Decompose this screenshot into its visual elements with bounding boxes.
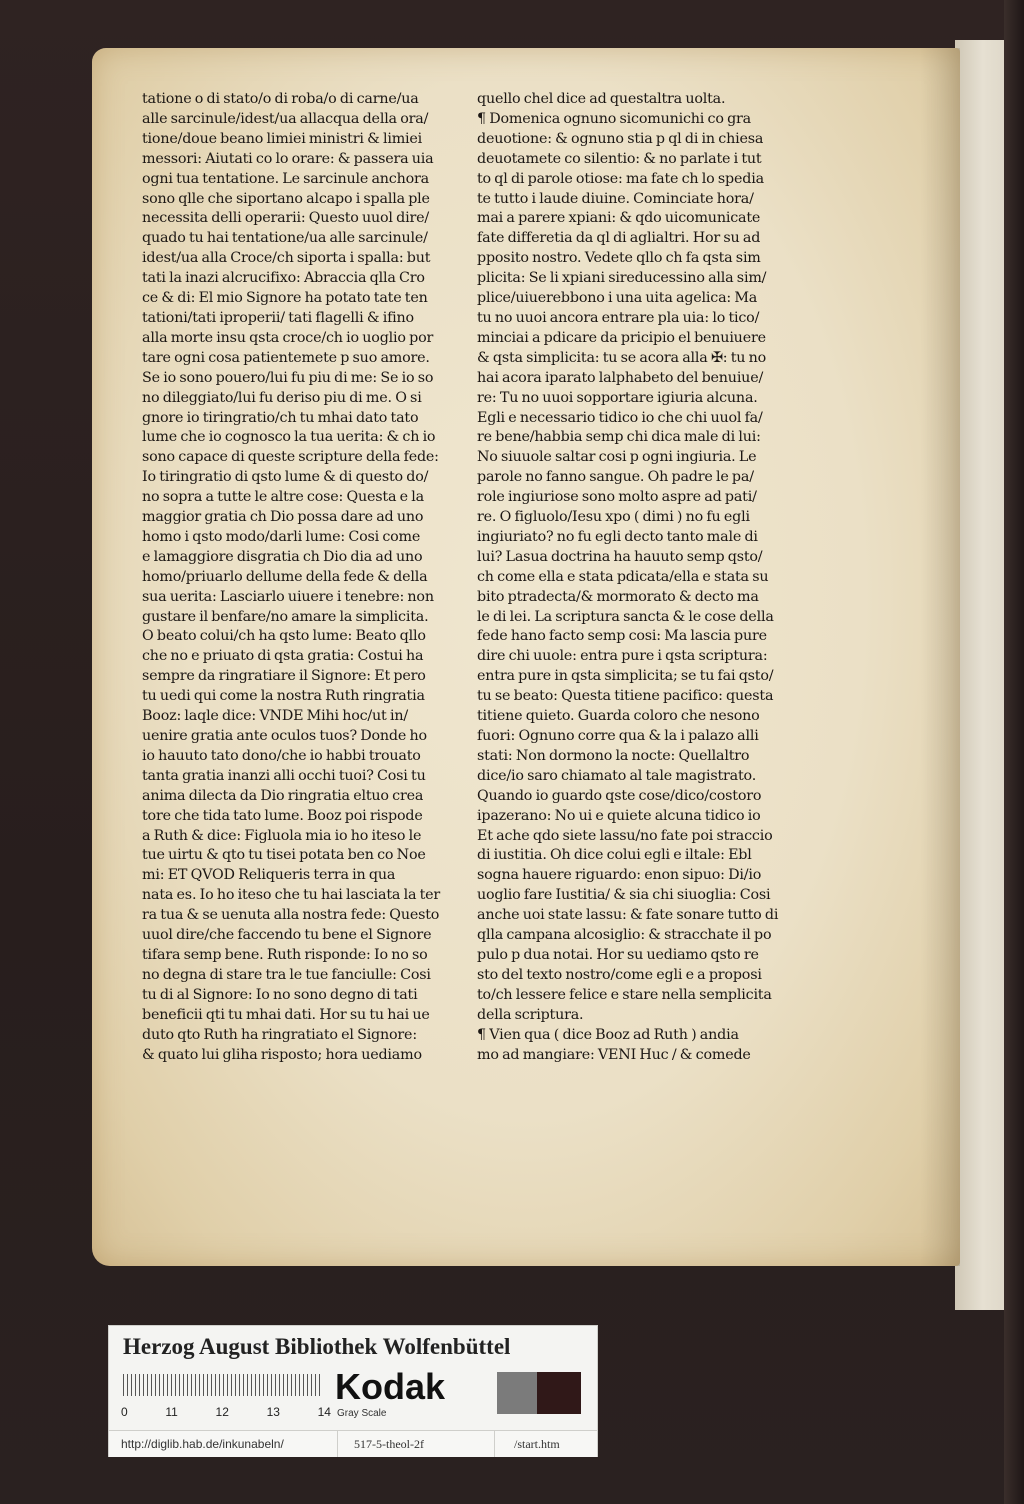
text-line: dire chi uuole: entra pure i qsta scriptura: xyxy=(477,648,768,665)
text-line: plice/uiuerebbono i una uita agelica: Ma xyxy=(477,290,758,307)
text-line: che no e priuato di qsta gratia: Costui ha xyxy=(142,648,424,665)
text-line: re: Tu no uuoi sopportare igiuria alcuna. xyxy=(477,389,758,406)
text-line: te tutto i laude diuine. Cominciate hora/ xyxy=(477,190,754,207)
text-line: gustare il benfare/no amare la simplicita. xyxy=(142,608,429,625)
text-line: di iustitia. Oh dice colui egli e iltale: Ebl xyxy=(477,847,752,864)
text-line: role ingiuriose sono molto aspre ad pati/ xyxy=(477,489,757,506)
text-line: hai acora iparato lalphabeto del benuiue/ xyxy=(477,369,764,386)
ruler-number: 11 xyxy=(165,1405,178,1419)
text-line: beneficii qti tu mhai dati. Hor su tu hai ue xyxy=(142,1006,430,1023)
text-line: necessita delli operarii: Questo uuol dire/ xyxy=(142,210,429,227)
text-line: sempre da ringratiare il Signore: Et pero xyxy=(142,668,426,685)
text-line: le di lei. La scriptura sancta & le cose della xyxy=(477,608,774,625)
ruler-numbers xyxy=(121,1405,331,1419)
text-line: e lamaggiore disgratia ch Dio dia ad uno xyxy=(142,548,423,565)
text-line: sono capace di queste scripture della fede: xyxy=(142,449,439,466)
text-line: stati: Non dormono la nocte: Quellaltro xyxy=(477,747,750,764)
text-line: anche uoi state lassu: & fate sonare tutto di xyxy=(477,907,779,924)
card-footer xyxy=(109,1430,597,1457)
text-line: alla morte insu qsta croce/ch io uoglio por xyxy=(142,329,434,346)
text-line: No siuuole saltar cosi p ogni ingiuria. Le xyxy=(477,449,757,466)
text-line: to ql di parole otiose: ma fate ch lo spedia xyxy=(477,170,764,187)
text-line: mo ad mangiare: VENI Huc / & comede xyxy=(477,1046,751,1063)
text-line: uuol dire/che faccendo tu bene el Signore xyxy=(142,927,432,944)
text-line: maggior gratia ch Dio possa dare ad uno xyxy=(142,509,424,526)
text-line: entra pure in qsta simplicita; se tu fai qsto/ xyxy=(477,668,774,685)
library-name: Herzog August Bibliothek Wolfenbüttel xyxy=(123,1334,511,1359)
gray-swatch xyxy=(497,1372,537,1414)
text-line: uenire gratia ante oculos tuos? Donde ho xyxy=(142,728,427,744)
text-line: tanta gratia inanzi alli occhi tuoi? Cosi tu xyxy=(142,767,426,784)
text-line: homo i qsto modo/darli lume: Cosi come xyxy=(142,528,421,545)
ruler-number: 14 xyxy=(317,1405,331,1419)
library-target-card xyxy=(108,1325,598,1457)
text-line: ¶ Domenica ognuno sicomunichi co gra xyxy=(477,110,751,127)
text-line: & quato lui gliha risposto; hora uediamo xyxy=(142,1046,422,1063)
gray-scale-label: Gray Scale xyxy=(337,1408,387,1419)
text-line: Booz: laqle dice: VNDE Mihi hoc/ut in/ xyxy=(142,708,408,725)
text-line: to/ch lessere felice e stare nella semplicita xyxy=(477,986,772,1003)
footer-divider xyxy=(337,1431,338,1457)
text-line: plicita: Se li xpiani sireducessino alla sim/ xyxy=(477,270,767,287)
text-line: re bene/habbia semp chi dica male di lui: xyxy=(477,429,761,446)
text-line: Quando io guardo qste cose/dico/costoro xyxy=(477,787,762,804)
text-line: dice/io saro chiamato al tale magistrato. xyxy=(477,767,757,784)
text-line: mi: ET QVOD Reliqueris terra in qua xyxy=(142,867,396,884)
text-line: tare ogni cosa patientemete p suo amore. xyxy=(142,349,430,366)
text-line: mai a parere xpiani: & qdo uicomunicate xyxy=(477,210,761,227)
text-line: quello chel dice ad questaltra uolta. xyxy=(477,91,726,107)
text-line: alle sarcinule/idest/ua allacqua della ora/ xyxy=(142,110,429,127)
text-line: tu uedi qui come la nostra Ruth ringratia xyxy=(142,688,425,705)
text-line: sono qlle che siportano alcapo i spalla ple xyxy=(142,190,430,207)
text-line: Egli e necessario tidico io che chi uuol fa/ xyxy=(477,409,763,426)
text-line: parole no fanno sangue. Oh padre le pa/ xyxy=(477,469,754,486)
text-line: Se io sono pouero/lui fu piu di me: Se io so xyxy=(142,369,434,386)
text-line: & qsta simplicita: tu se acora alla ✠: tu no xyxy=(477,349,767,366)
text-line: ogni tua tentatione. Le sarcinule anchora xyxy=(142,170,429,187)
ruler-number: 12 xyxy=(215,1405,229,1419)
text-line: no dileggiato/lui fu deriso piu di me. O si xyxy=(142,389,422,406)
text-line: fate differetia da ql di aglialtri. Hor su ad xyxy=(477,230,761,247)
text-line: titiene quieto. Guarda coloro che nesono xyxy=(477,708,760,725)
scale-ruler xyxy=(123,1374,323,1396)
text-column-right xyxy=(477,90,845,1065)
text-line: sogna hauere riguardo: enon sipuo: Di/io xyxy=(477,867,762,884)
text-line: O beato colui/ch ha qsto lume: Beato qllo xyxy=(142,628,426,645)
text-line: gnore io tiringratio/ch tu mhai dato tato xyxy=(142,409,419,426)
text-line: pulo p dua notai. Hor su uediamo qsto re xyxy=(477,946,759,963)
text-line: pposito nostro. Vedete qllo ch fa qsta sim xyxy=(477,250,761,267)
text-line: deuotione: & ognuno stia p ql di in chiesa xyxy=(477,130,764,147)
text-column-left xyxy=(142,90,512,1065)
text-line: bito ptradecta/& mormorato & decto ma xyxy=(477,588,759,605)
text-line: uoglio fare Iustitia/ & sia chi siuoglia: Cosi xyxy=(477,887,771,904)
text-line: Et ache qdo siete lassu/no fate poi straccio xyxy=(477,827,773,844)
text-line: tu di al Signore: Io no sono degno di tati xyxy=(142,986,418,1003)
text-line: anima dilecta da Dio ringratia eltuo crea xyxy=(142,787,424,804)
dark-swatch xyxy=(537,1372,581,1414)
text-line: no degna di stare tra le tue fanciulle: Cosi xyxy=(142,966,431,983)
text-line: tati la inazi alcrucifixo: Abraccia qlla Cro xyxy=(142,270,425,287)
text-line: quado tu hai tentatione/ua alle sarcinule/ xyxy=(142,230,428,247)
text-line: tifara semp bene. Ruth risponde: Io no so xyxy=(142,946,428,963)
text-line: ch come ella e stata pdicata/ella e stata su xyxy=(477,568,769,585)
text-line: qlla campana alcosiglio: & stracchate il po xyxy=(477,927,772,944)
text-line: ra tua & se uenuta alla nostra fede: Questo xyxy=(142,907,440,924)
text-line: io hauuto tato dono/che io habbi trouato xyxy=(142,747,421,764)
ruler-number: 13 xyxy=(266,1405,280,1419)
text-line: homo/priuarlo dellume della fede & della xyxy=(142,568,428,585)
text-line: lume che io cognosco la tua uerita: & ch io xyxy=(142,429,436,446)
text-line: della scriptura. xyxy=(477,1006,584,1023)
text-line: tue uirtu & qto tu tisei potata ben co Noe xyxy=(142,847,426,864)
text-line: nata es. Io ho iteso che tu hai lasciata la ter xyxy=(142,887,441,904)
ruler-number: 0 xyxy=(121,1405,128,1419)
footer-divider xyxy=(494,1431,495,1457)
library-url: http://diglib.hab.de/inkunabeln/ xyxy=(121,1437,284,1451)
text-line: duto qto Ruth ha ringratiato el Signore: xyxy=(142,1026,417,1043)
text-line: tatione o di stato/o di roba/o di carne/ua xyxy=(142,91,419,107)
text-line: tore che tida tato lume. Booz poi rispode xyxy=(142,807,423,824)
start-link: /start.htm xyxy=(514,1437,560,1451)
text-line: lui? Lasua doctrina ha hauuto semp qsto/ xyxy=(477,548,763,565)
text-line: tu no uuoi ancora entrare pla uia: lo tico/ xyxy=(477,309,760,326)
text-line: sua uerita: Lasciarlo uiuere i tenebre: non xyxy=(142,588,434,605)
text-line: tione/doue beano limiei ministri & limiei xyxy=(142,130,423,147)
text-line: ipazerano: No ui e quiete alcuna tidico io xyxy=(477,807,761,824)
text-line: fede hano facto semp cosi: Ma lascia pure xyxy=(477,628,767,645)
text-line: idest/ua alla Croce/ch siporta i spalla: but xyxy=(142,250,431,267)
text-line: ingiuriato? no fu egli decto tanto male di xyxy=(477,528,758,545)
book-binding-shadow xyxy=(1004,0,1024,1504)
text-line: tu se beato: Questa titiene pacifico: questa xyxy=(477,688,774,705)
text-line: Io tiringratio di qsto lume & di questo do/ xyxy=(142,469,429,486)
shelfmark: 517-5-theol-2f xyxy=(354,1437,424,1451)
text-line: ¶ Vien qua ( dice Booz ad Ruth ) andia xyxy=(477,1026,739,1043)
text-line: sto del texto nostro/come egli e a proposi xyxy=(477,966,762,983)
text-line: no sopra a tutte le altre cose: Questa e la xyxy=(142,489,424,506)
text-line: deuotamete co silentio: & no parlate i tut xyxy=(477,150,762,167)
text-line: minciai a pdicare da pricipio el benuiuere xyxy=(477,329,766,346)
text-line: fuori: Ognuno corre qua & la i palazo alli xyxy=(477,728,759,744)
text-line: messori: Aiutati co lo orare: & passera uia xyxy=(142,150,434,167)
text-line: re. O figluolo/Iesu xpo ( dimi ) no fu egli xyxy=(477,509,750,526)
text-line: ce & di: El mio Signore ha potato tate ten xyxy=(142,290,428,307)
text-line: tationi/tati iproperii/ tati flagelli & ifino xyxy=(142,309,414,326)
text-line: a Ruth & dice: Figluola mia io ho iteso le xyxy=(142,827,422,844)
kodak-logo: Kodak xyxy=(335,1366,446,1407)
